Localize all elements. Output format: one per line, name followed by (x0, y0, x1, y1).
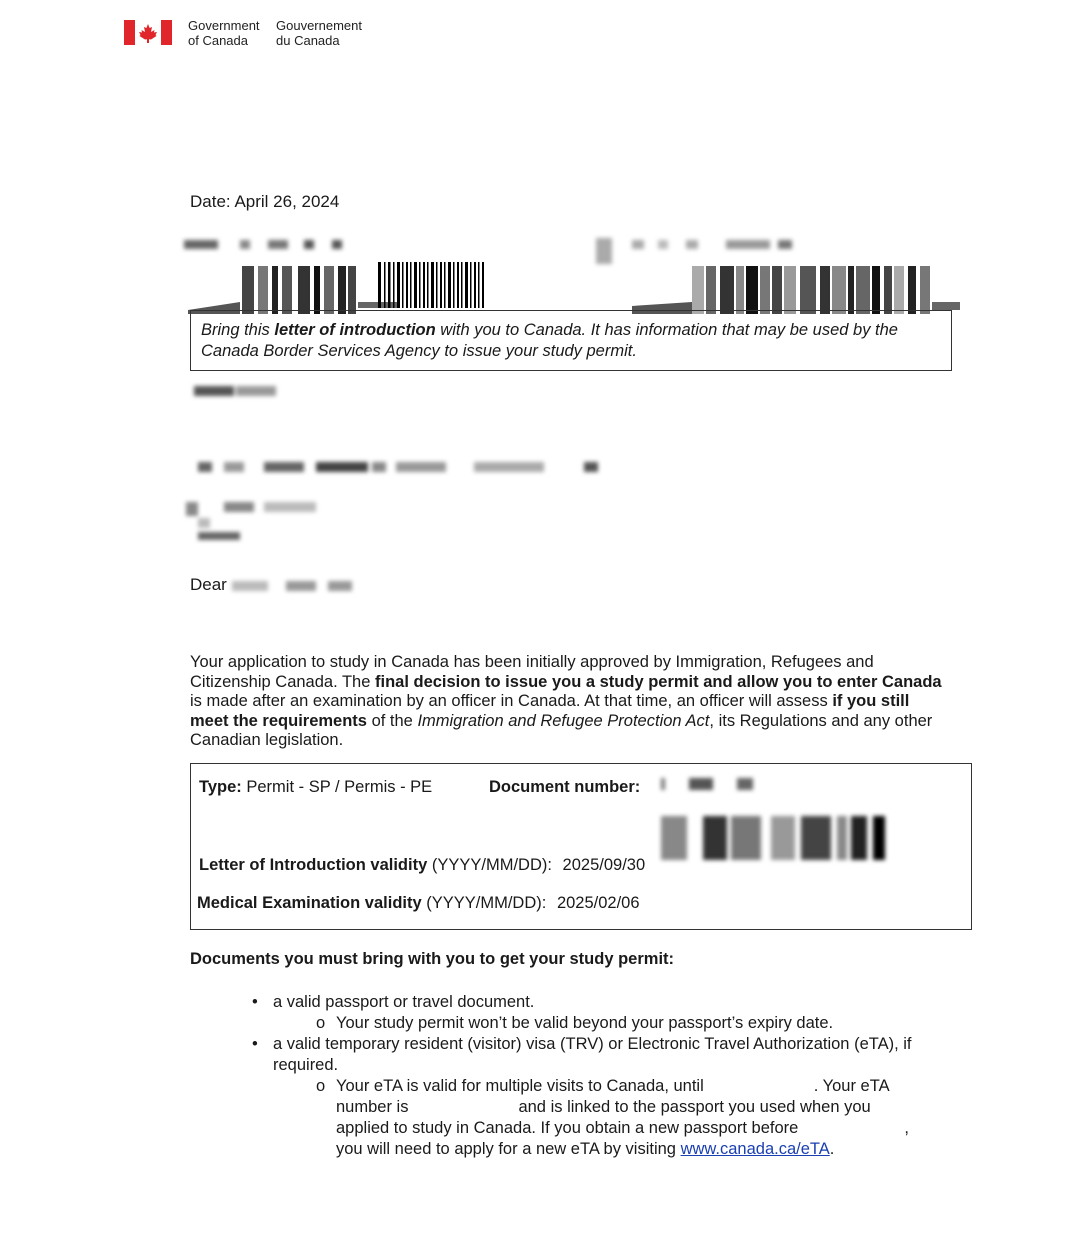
intro-t2: is made after an examination by an officer in Canada. At that time, an officer will assess (190, 692, 833, 711)
notice-bold: letter of introduction (274, 321, 436, 339)
sub-marker: o (316, 1014, 326, 1032)
medical-validity-label: Medical Examination validity (197, 894, 422, 912)
item2-sub-g: you will need to apply for a new eTA by visiting (336, 1140, 676, 1158)
item2-sub-a: Your eTA is valid for multiple visits to Canada, until (336, 1077, 704, 1095)
list-item (250, 992, 960, 1013)
salutation (190, 575, 352, 595)
gov-en-line1: Government (188, 18, 260, 33)
item1-text: a valid passport or travel document. (273, 993, 535, 1011)
item2-sub-e: applied to study in Canada. If you obtain a new passport before (336, 1119, 799, 1137)
intro-b1: final decision to issue you a study permit and allow you to enter Canada (374, 672, 942, 691)
item2-sub-d: and is linked to the passport you used when you (518, 1098, 871, 1116)
type-label: Type: (199, 778, 242, 796)
intro-act: Immigration and Refugee Protection Act (417, 711, 710, 730)
letter-date (190, 192, 339, 212)
item2-sub-f: , (904, 1119, 909, 1137)
letter-of-introduction-notice (190, 310, 952, 371)
loi-validity-label: Letter of Introduction validity (199, 856, 428, 874)
loi-validity-row (199, 856, 645, 875)
medical-validity-row (197, 894, 640, 913)
salutation-text: Dear (190, 575, 227, 594)
barcode-graphic (188, 262, 488, 314)
permit-info-box (190, 763, 972, 930)
gouvernement-du-canada-wordmark (276, 18, 362, 48)
notice-text-2: with you to Canada. It has information that may be used by the Canada Border Services Agency to issue your study permit. (201, 321, 898, 360)
item2-text: a valid temporary resident (visitor) visa (TRV) or Electronic Travel Authorization (eTA), if required. (273, 1035, 912, 1074)
date-label: Date: (190, 192, 231, 211)
type-row (199, 778, 432, 797)
eta-link[interactable]: www.canada.ca/eTA (680, 1140, 830, 1158)
notice-text-1: Bring this (201, 321, 275, 339)
redacted-document-number (661, 776, 901, 860)
redacted-name (232, 581, 352, 591)
gov-en-line2: of Canada (188, 33, 248, 48)
redacted-file-info (180, 232, 960, 314)
canada-flag-icon (124, 20, 172, 45)
loi-validity-format: (YYYY/MM/DD): (431, 856, 552, 874)
intro-b2: if you still meet the requirements (190, 692, 910, 730)
document-number-row (489, 778, 640, 797)
list-item (250, 1034, 960, 1076)
approval-paragraph (190, 653, 950, 751)
document-number-label: Document number: (489, 778, 641, 796)
government-of-canada-wordmark (188, 18, 260, 48)
gov-fr-line2: du Canada (276, 33, 340, 48)
item2-sub-c: number is (336, 1098, 409, 1116)
gov-fr-line1: Gouvernement (276, 18, 362, 33)
sub-list-item (250, 1013, 960, 1034)
documents-heading: Documents you must bring with you to get your study permit: (190, 950, 675, 968)
redacted-barcode-right (632, 264, 960, 314)
medical-validity-format: (YYYY/MM/DD): (426, 894, 547, 912)
date-value: April 26, 2024 (234, 192, 340, 211)
medical-validity-value: 2025/02/06 (556, 894, 640, 912)
item1-sub-text: Your study permit won’t be valid beyond your passport’s expiry date. (336, 1014, 834, 1032)
documents-list (250, 992, 960, 1160)
sub-list-item (250, 1076, 960, 1160)
sub-marker: o (316, 1077, 326, 1095)
redacted-address (184, 380, 614, 545)
item2-end: . (829, 1140, 835, 1158)
intro-t1: Your application to study in Canada has been initially approved by Immigration, Refugees and Citizenship Canada. The (190, 653, 874, 691)
item2-sub-b: . Your eTA (813, 1077, 890, 1095)
loi-validity-value: 2025/09/30 (562, 856, 646, 874)
intro-t3: of the (366, 711, 418, 730)
intro-t4: , its Regulations and any other Canadian legislation. (190, 711, 933, 750)
type-value: Permit - SP / Permis - PE (246, 778, 433, 796)
